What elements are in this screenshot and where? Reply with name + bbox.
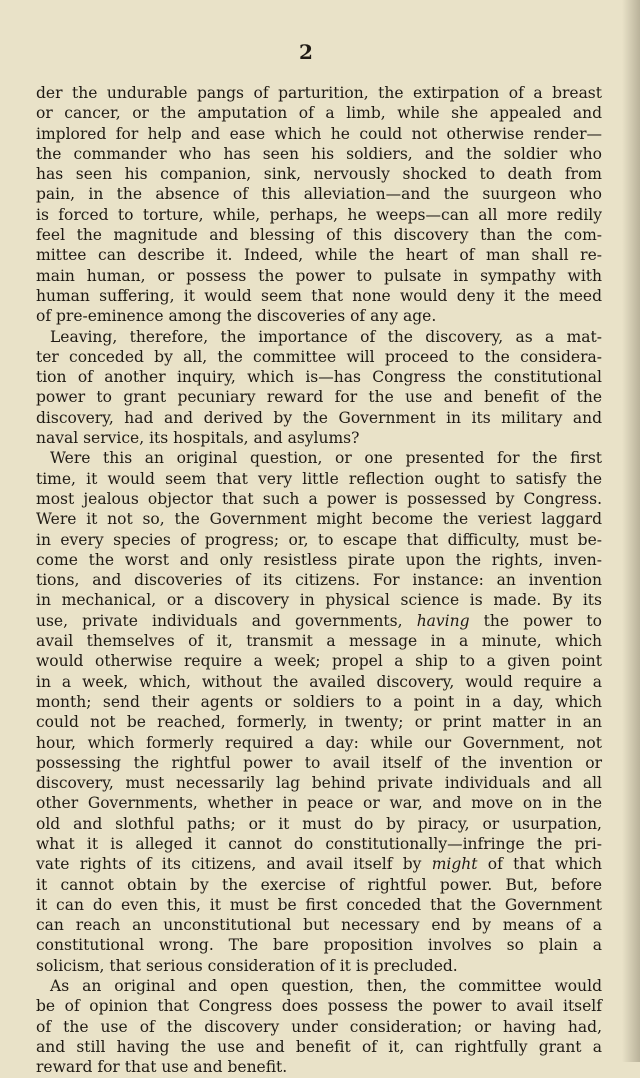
text-line: feel the magnitude and blessing of this discovery than the com- <box>36 226 602 245</box>
body-text <box>36 83 602 1078</box>
text-line: human suffering, it would seem that none would deny it the meed <box>36 286 602 305</box>
text-line: would otherwise require a week; propel a ship to a given point <box>36 652 602 671</box>
text-line: in mechanical, or a discovery in physical science is made. By its <box>36 591 602 610</box>
text-line: or cancer, or the amputation of a limb, while she appealed and <box>36 104 602 123</box>
text-line: of the use of the discovery under consideration; or having had, <box>36 1017 602 1036</box>
text-line: most jealous objector that such a power is possessed by Congress. <box>36 489 602 508</box>
text-line: other Governments, whether in peace or war, and move on in the <box>36 794 602 813</box>
text-line: avail themselves of it, transmit a message in a minute, which <box>36 632 602 651</box>
text-line: constitutional wrong. The bare proposition involves so plain a <box>36 936 602 955</box>
text-line: naval service, its hospitals, and asylums? <box>36 429 360 448</box>
text-line: solicism, that serious consideration of it is precluded. <box>36 956 458 975</box>
text-line: vate rights of its citizens, and avail itself by might of that which <box>36 855 602 874</box>
text-line: it cannot obtain by the exercise of rightful power. But, before <box>36 875 602 894</box>
text-line: it can do even this, it must be first conceded that the Government <box>36 895 602 914</box>
text-line: what it is alleged it cannot do constitutionally—infringe the pri- <box>36 834 602 853</box>
text-line: mittee can describe it. Indeed, while the heart of man shall re- <box>36 246 602 265</box>
text-line: implored for help and ease which he could not otherwise render— <box>36 124 602 143</box>
text-line: is forced to torture, while, perhaps, he weeps—can all more redily <box>36 205 602 224</box>
text-line: could not be reached, formerly, in twenty; or print matter in an <box>36 713 602 732</box>
text-line: discovery, must necessarily lag behind private individuals and all <box>36 774 602 793</box>
text-line: of pre-eminence among the discoveries of any age. <box>36 307 437 326</box>
text-line: tions, and discoveries of its citizens. For instance: an invention <box>36 571 602 590</box>
text-line: ter conceded by all, the committee will proceed to the considera- <box>36 347 602 366</box>
text-line: time, it would seem that very little reflection ought to satisfy the <box>36 469 602 488</box>
text-line: come the worst and only resistless pirate upon the rights, inven- <box>36 550 602 569</box>
text-line: Were it not so, the Government might become the veriest laggard <box>36 510 602 529</box>
page-edge-shadow <box>622 0 640 1062</box>
text-line: can reach an unconstitutional but necessary end by means of a <box>36 916 602 935</box>
text-line: old and slothful paths; or it must do by piracy, or usurpation, <box>36 814 602 833</box>
text-line: discovery, had and derived by the Government in its military and <box>36 408 602 427</box>
text-line: month; send their agents or soldiers to a point in a day, which <box>36 692 602 711</box>
text-line: Were this an original question, or one presented for the first <box>50 449 602 468</box>
text-line: use, private individuals and governments, having the power to <box>36 611 602 630</box>
text-line: and still having the use and benefit of it, can rightfully grant a <box>36 1037 602 1056</box>
text-line: in every species of progress; or, to escape that difficulty, must be- <box>36 530 602 549</box>
text-line: hour, which formerly required a day: while our Government, not <box>36 733 602 752</box>
text-line: der the undurable pangs of parturition, the extirpation of a breast <box>36 84 602 102</box>
text-line: in a week, which, without the availed discovery, would require a <box>36 672 602 691</box>
text-line: be of opinion that Congress does possess the power to avail itself <box>36 997 602 1016</box>
text-line: Leaving, therefore, the importance of the discovery, as a mat- <box>50 327 602 346</box>
page-number: 2 <box>299 40 313 64</box>
text-line: possessing the rightful power to avail itself of the invention or <box>36 753 602 772</box>
text-line: tion of another inquiry, which is—has Congress the constitutional <box>36 368 602 387</box>
text-line: As an original and open question, then, the committee would <box>50 977 602 996</box>
text-line: pain, in the absence of this alleviation—and the suurgeon who <box>36 185 602 204</box>
text-line: main human, or possess the power to pulsate in sympathy with <box>36 266 602 285</box>
text-line: reward for that use and benefit. <box>36 1058 288 1077</box>
text-line: has seen his companion, sink, nervously shocked to death from <box>36 165 602 184</box>
text-line: power to grant pecuniary reward for the use and benefit of the <box>36 388 602 407</box>
text-line: the commander who has seen his soldiers, and the soldier who <box>36 144 602 163</box>
